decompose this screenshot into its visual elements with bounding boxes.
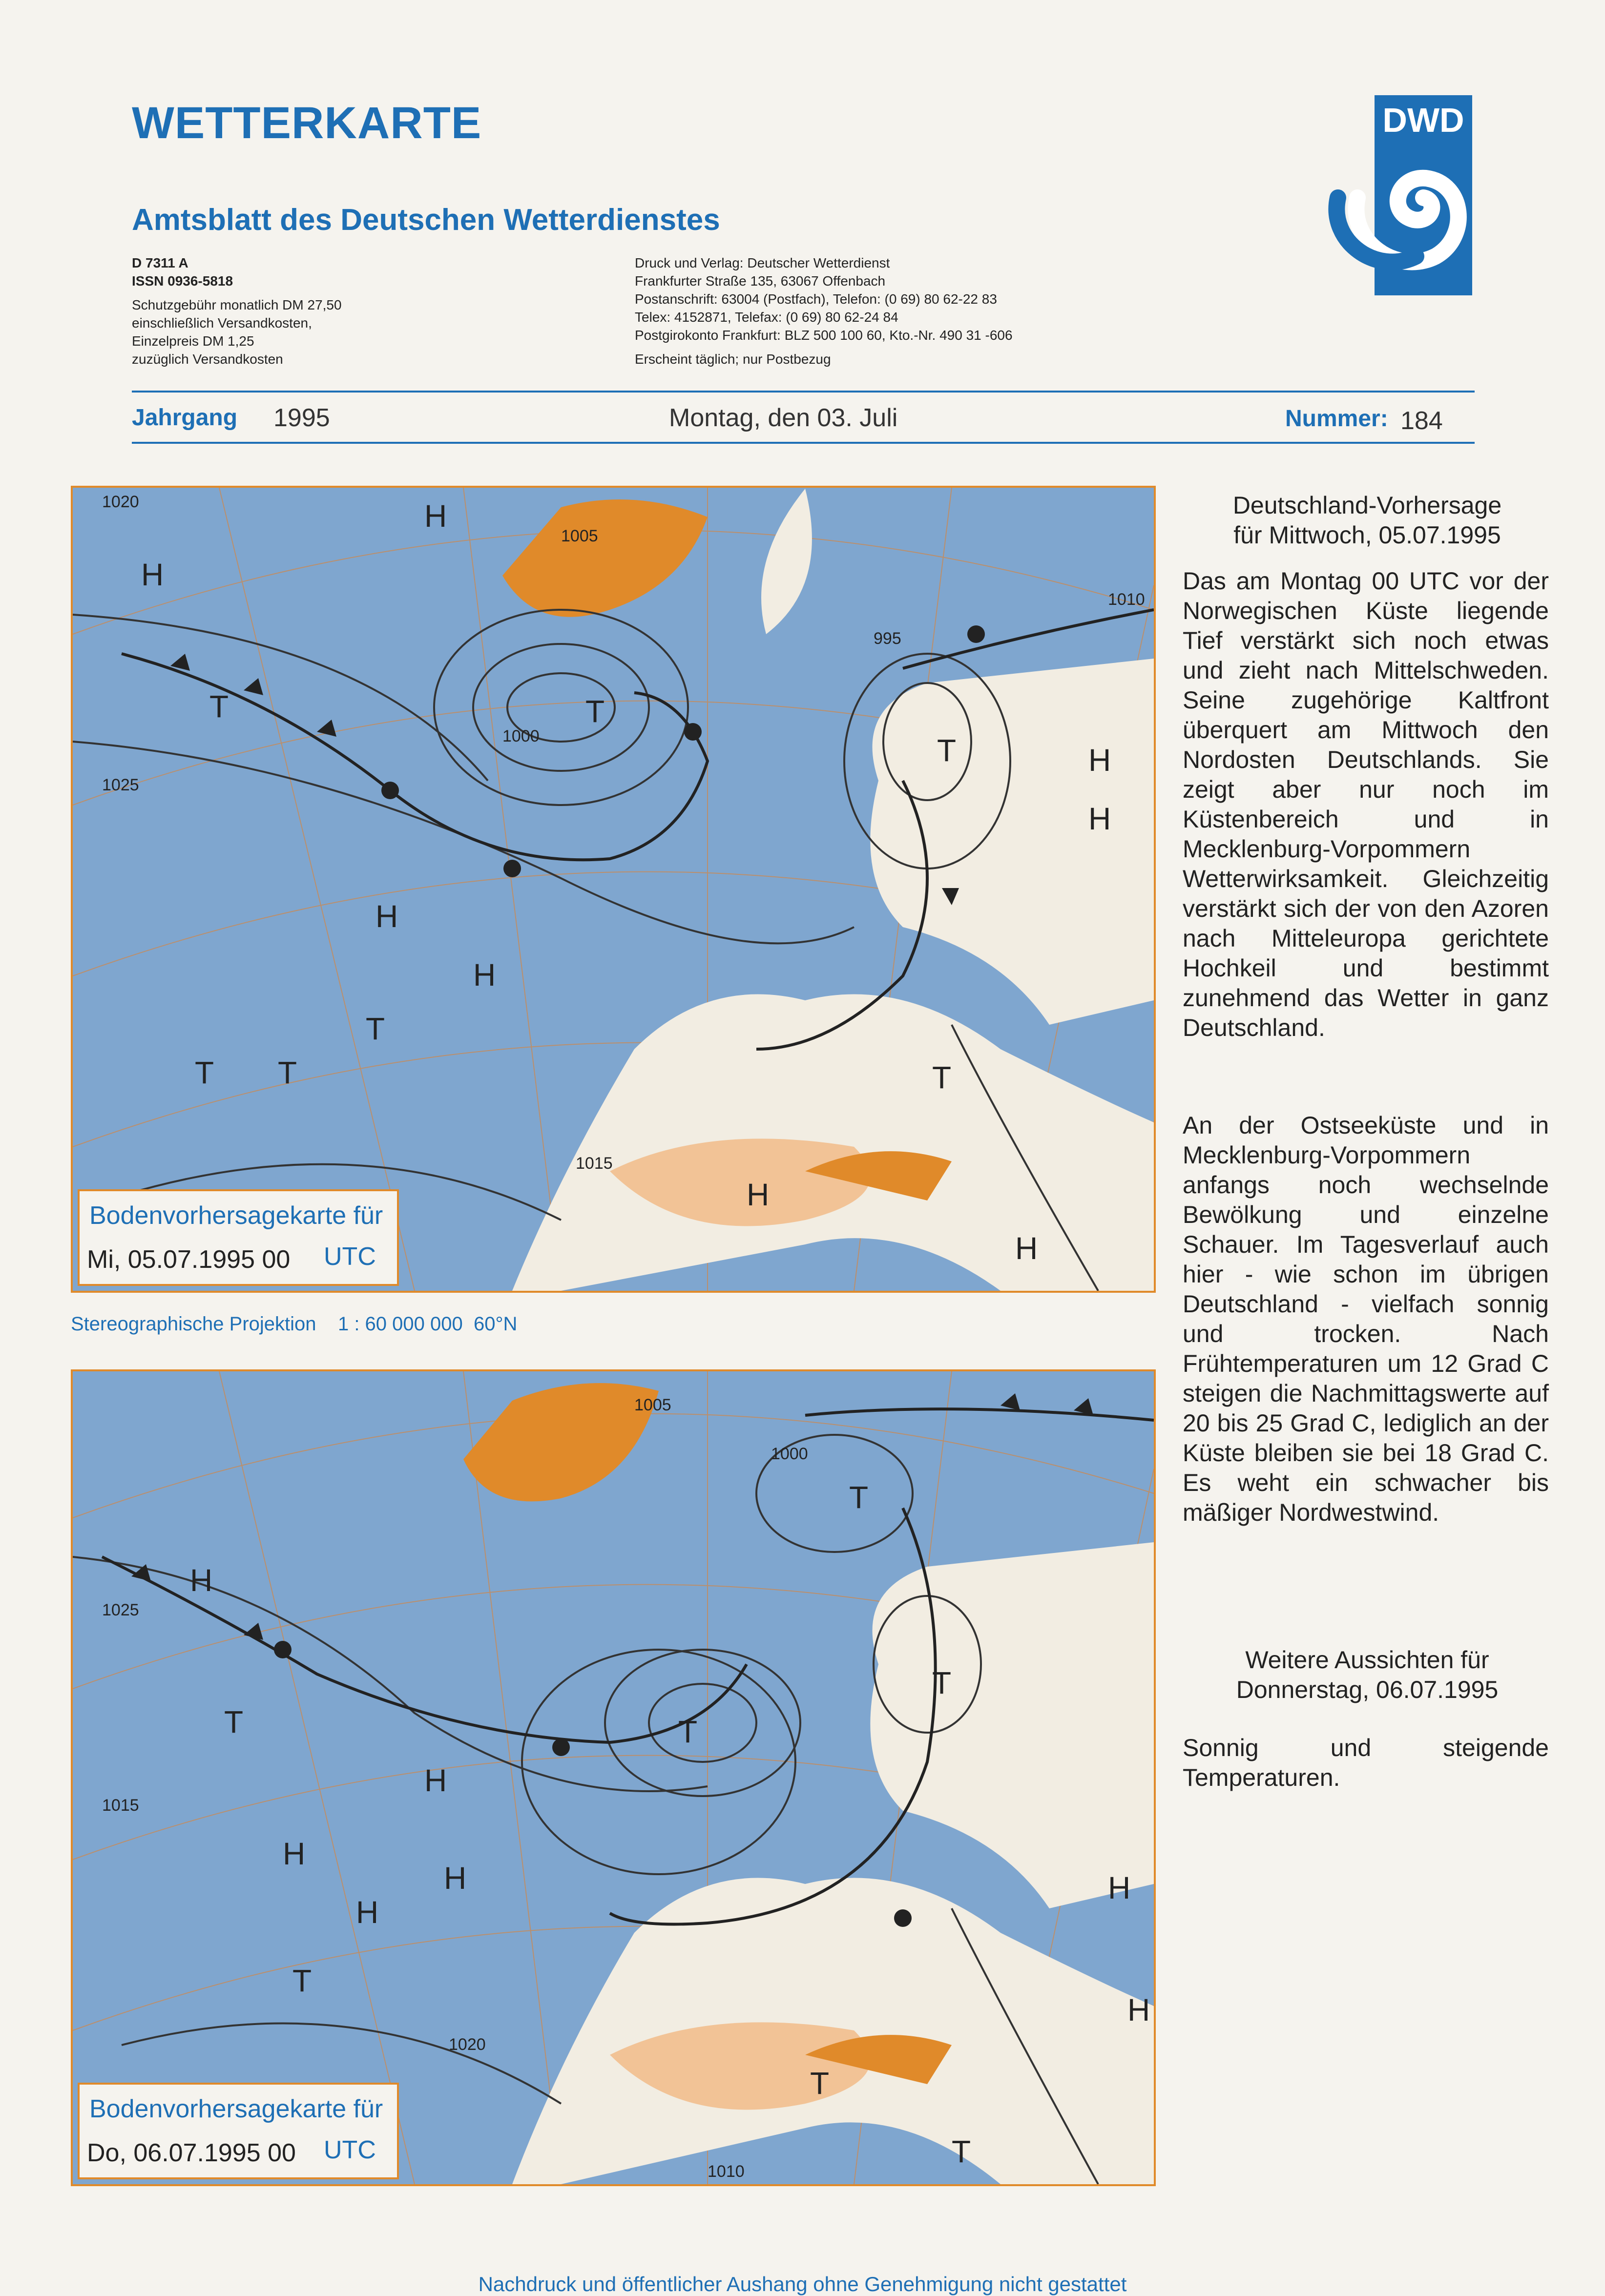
svg-text:H: H [1088,743,1111,778]
svg-text:T: T [278,1055,297,1090]
forecast-heading-line: für Mittwoch, 05.07.1995 [1233,521,1501,549]
isobar-label: 1000 [502,727,540,745]
map-caption-date: Mi, 05.07.1995 00 [87,1245,291,1274]
isobar-label: 1000 [771,1445,808,1463]
svg-text:H: H [444,1861,467,1896]
fee-line: einschließlich Versandkosten, [132,315,312,331]
isobar-label: 1020 [449,2035,486,2054]
publisher-line: Druck und Verlag: Deutscher Wetterdienst [635,255,890,270]
isobar-label: 1010 [708,2162,745,2181]
publisher-line: Erscheint täglich; nur Postbezug [635,352,831,367]
isobar-label: 1010 [1108,590,1145,609]
forecast-map-wednesday [71,486,1156,1293]
svg-text:H: H [1108,1870,1131,1905]
issue-date: Montag, den 03. Juli [669,404,898,432]
footer-notice: Nachdruck und öffentlicher Aushang ohne Genehmigung nicht gestattet [478,2273,1127,2296]
publisher-line: Frankfurter Straße 135, 63067 Offenbach [635,273,886,289]
isobar-label: 1020 [102,493,139,511]
svg-text:H: H [375,899,398,934]
svg-text:H: H [141,557,164,592]
forecast-map-thursday [71,1369,1156,2186]
svg-text:H: H [1127,1992,1150,2027]
nummer-label: Nummer: [1285,406,1388,432]
publication-code: D 7311 A [132,255,188,270]
map-caption-utc: UTC [324,1242,376,1271]
isobar-label: 995 [874,629,901,648]
svg-text:T: T [678,1714,698,1749]
svg-text:T: T [209,689,229,724]
outlook-heading-line: Donnerstag, 06.07.1995 [1236,1676,1499,1703]
page-title: WETTERKARTE [132,98,482,148]
map-caption [78,2083,399,2179]
svg-text:T: T [952,2134,971,2169]
fee-line: Schutzgebühr monatlich DM 27,50 [132,297,342,312]
svg-text:H: H [283,1836,306,1871]
page-subtitle: Amtsblatt des Deutschen Wetterdienstes [132,203,720,237]
isobar-label: 1015 [102,1796,139,1815]
isobar-label: 1025 [102,1601,139,1619]
publisher-line: Postgirokonto Frankfurt: BLZ 500 100 60, Kto.-Nr. 490 31 -606 [635,328,1013,343]
map-caption-utc: UTC [324,2136,376,2164]
svg-text:T: T [932,1665,952,1700]
svg-text:T: T [292,1963,312,1998]
publication-codes [132,254,342,368]
isobar-label: 1005 [634,1396,671,1414]
svg-text:T: T [937,733,957,768]
isobar-label: 1005 [561,527,598,545]
svg-text:H: H [473,957,496,993]
svg-text:H: H [424,498,447,534]
svg-text:T: T [366,1011,385,1046]
svg-text:H: H [424,1763,447,1798]
isobar-label: 1015 [576,1154,613,1173]
forecast-heading-line: Deutschland-Vorhersage [1232,492,1502,519]
forecast-paragraph: An der Ostseeküste und in Mecklenburg-Vorpommern anfangs noch wechselnde Bewölkung und einzelne Schauer. Im Tagesverlauf auch hier - wie schon im übrigen Deutschland - vielfach sonnig und trocken. Nach Frühtemperaturen um 12 Grad C steigen die Nachmittagswerte auf 20 bis 25 Grad C, lediglich an der Küste bleiben sie bei 18 Grad C. Es weht ein schwacher bis mäßiger Nordwestwind. [1183,1112,1549,1526]
outlook-heading-line: Weitere Aussichten für [1245,1646,1489,1674]
fee-line: Einzelpreis DM 1,25 [132,333,254,349]
isobar-label: 1025 [102,776,139,794]
map-caption-title: Bodenvorhersagekarte für [89,1201,383,1230]
outlook-heading [1182,1645,1553,1705]
svg-text:T: T [932,1060,952,1095]
issn: ISSN 0936-5818 [132,273,233,289]
projection-note: Stereographische Projektion 1 : 60 000 000 60°N [71,1313,518,1335]
nummer-value: 184 [1400,407,1443,435]
svg-text:T: T [849,1480,869,1515]
forecast-heading [1182,491,1553,550]
weather-map-graphic [73,488,1154,1291]
svg-text:T: T [195,1055,214,1090]
map-caption-title: Bodenvorhersagekarte für [89,2095,383,2123]
weather-map-graphic [73,1371,1154,2184]
fee-line: zuzüglich Versandkosten [132,352,283,367]
logo-text: DWD [1382,101,1464,139]
map-caption [78,1189,399,1286]
svg-text:H: H [1088,801,1111,836]
outlook-paragraph: Sonnig und steigende Temperaturen. [1183,1734,1549,1791]
dwd-logo [1328,95,1475,295]
jahrgang-label: Jahrgang [132,405,238,431]
svg-text:H: H [1015,1231,1038,1266]
publisher-info [635,254,1013,368]
svg-text:H: H [190,1563,213,1598]
forecast-paragraph: Das am Montag 00 UTC vor der Norwegischen Küste liegende Tief verstärkt sich noch etwas und zieht nach Mittelschweden. Seine zugehörige Kaltfront überquert am Mittwoch den Nordosten Deutschlands. Sie zeigt aber nur noch im Küstenbereich und in Mecklenburg-Vorpommern Wetterwirksamkeit. Gleichzeitig verstärkt sich der von den Azoren nach Mitteleuropa gerichtete Hochkeil und bestimmt zunehmend das Wetter in ganz Deutschland. [1183,567,1549,1041]
publisher-line: Telex: 4152871, Telefax: (0 69) 80 62-24 84 [635,310,898,325]
map-caption-date: Do, 06.07.1995 00 [87,2139,296,2167]
publisher-line: Postanschrift: 63004 (Postfach), Telefon: (0 69) 80 62-22 83 [635,291,997,307]
svg-text:T: T [224,1704,244,1739]
svg-text:H: H [747,1177,770,1212]
jahrgang-value: 1995 [273,404,330,432]
svg-text:T: T [810,2066,830,2101]
svg-text:H: H [356,1895,379,1930]
svg-text:T: T [585,694,605,729]
